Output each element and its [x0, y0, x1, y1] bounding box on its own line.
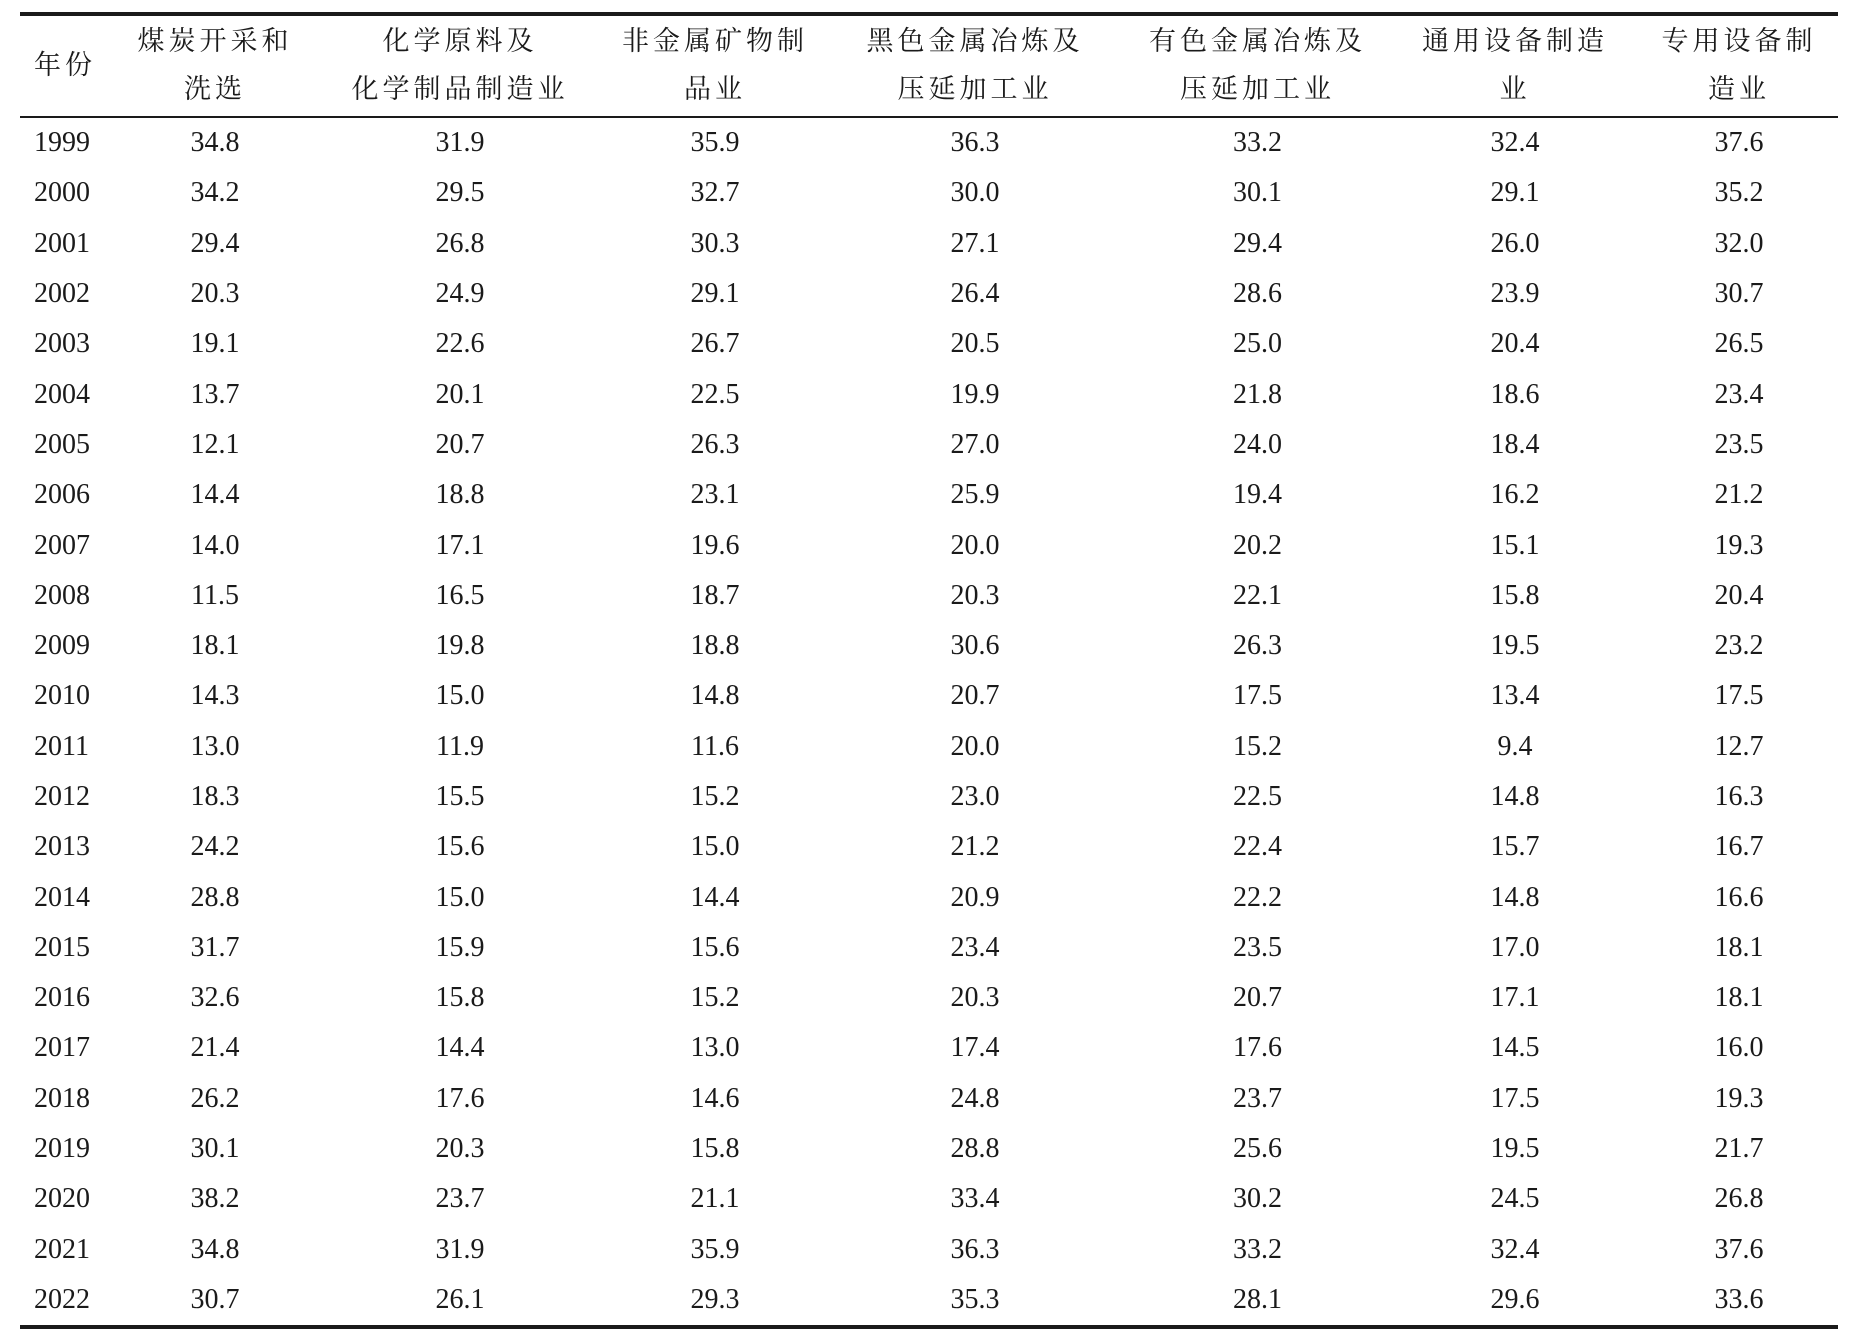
- value-cell: 26.4: [950, 278, 1000, 310]
- value-cell: 29.1: [690, 278, 740, 310]
- value-cell: 12.7: [1714, 730, 1764, 762]
- value-cell: 13.7: [190, 378, 240, 410]
- year-cell: 2014: [34, 881, 90, 913]
- year-cell: 2002: [34, 278, 90, 310]
- value-cell: 16.2: [1490, 479, 1540, 511]
- table-row: [20, 722, 1838, 772]
- value-cell: 20.1: [435, 378, 485, 410]
- year-cell: 2012: [34, 781, 90, 812]
- column-header-line-1: 专用设备制: [1661, 26, 1817, 57]
- column-header-line-2: 压延加工业: [897, 74, 1053, 105]
- value-cell: 15.2: [690, 982, 740, 1014]
- column-header: [115, 14, 315, 117]
- value-cell: 34.8: [190, 1233, 240, 1265]
- value-cell: 19.8: [435, 630, 485, 662]
- value-cell: 36.3: [950, 127, 1000, 159]
- value-cell: 20.7: [1233, 982, 1282, 1014]
- value-cell: 16.6: [1714, 881, 1764, 913]
- value-cell: 19.9: [950, 378, 1000, 410]
- value-cell: 18.3: [190, 781, 240, 812]
- column-header-line-2: 化学制品制造业: [351, 74, 569, 105]
- value-cell: 26.1: [435, 1283, 485, 1315]
- value-cell: 11.5: [191, 579, 239, 611]
- value-cell: 14.5: [1490, 1032, 1540, 1064]
- value-cell: 33.4: [950, 1183, 1000, 1215]
- value-cell: 28.1: [1233, 1283, 1282, 1315]
- table-row: [20, 772, 1838, 822]
- value-cell: 26.8: [1714, 1183, 1764, 1215]
- value-cell: 15.2: [1233, 730, 1282, 762]
- value-cell: 14.4: [190, 479, 240, 511]
- value-cell: 30.7: [1714, 278, 1764, 310]
- table-row: [20, 1225, 1838, 1275]
- table-row: [20, 420, 1838, 470]
- year-cell: 2011: [34, 730, 89, 762]
- value-cell: 32.4: [1490, 1233, 1540, 1265]
- value-cell: 15.0: [435, 680, 485, 712]
- value-cell: 14.8: [1490, 781, 1540, 812]
- value-cell: 17.6: [1233, 1032, 1282, 1064]
- value-cell: 14.8: [690, 680, 740, 712]
- column-header-line-1: 化学原料及: [382, 26, 538, 57]
- table-row: [20, 1275, 1838, 1327]
- value-cell: 38.2: [190, 1183, 240, 1215]
- value-cell: 20.3: [190, 278, 240, 310]
- value-cell: 15.8: [690, 1133, 740, 1165]
- table-row: [20, 671, 1838, 721]
- year-cell: 2010: [34, 680, 90, 712]
- value-cell: 26.0: [1490, 227, 1540, 259]
- value-cell: 15.5: [435, 781, 485, 812]
- value-cell: 17.6: [435, 1082, 485, 1114]
- table-row: [20, 1074, 1838, 1124]
- column-header-line-1: 年份: [34, 50, 96, 81]
- year-cell: 2004: [34, 378, 90, 410]
- value-cell: 37.6: [1714, 127, 1764, 159]
- value-cell: 32.6: [190, 982, 240, 1014]
- value-cell: 19.3: [1714, 1082, 1764, 1114]
- value-cell: 22.6: [435, 328, 485, 360]
- value-cell: 34.2: [190, 177, 240, 209]
- column-header-line-1: 煤炭开采和: [137, 26, 293, 57]
- value-cell: 24.2: [190, 831, 240, 863]
- value-cell: 19.5: [1490, 1133, 1540, 1165]
- value-cell: 14.4: [435, 1032, 485, 1064]
- value-cell: 27.1: [950, 227, 1000, 259]
- value-cell: 14.4: [690, 881, 740, 913]
- year-cell: 2009: [34, 630, 90, 662]
- value-cell: 26.8: [435, 227, 485, 259]
- value-cell: 15.6: [690, 931, 740, 963]
- year-cell: 2000: [34, 177, 90, 209]
- value-cell: 23.0: [950, 781, 1000, 812]
- column-header-line-2: 压延加工业: [1180, 74, 1335, 105]
- column-header-line-1: 有色金属冶炼及: [1149, 26, 1366, 57]
- value-cell: 32.0: [1714, 227, 1764, 259]
- year-cell: 2001: [34, 227, 90, 259]
- value-cell: 24.0: [1233, 428, 1282, 460]
- value-cell: 23.5: [1714, 428, 1764, 460]
- column-header-line-1: 非金属矿物制: [622, 26, 808, 57]
- value-cell: 14.6: [690, 1082, 740, 1114]
- value-cell: 18.1: [190, 630, 240, 662]
- value-cell: 20.0: [950, 730, 1000, 762]
- value-cell: 35.2: [1714, 177, 1764, 209]
- value-cell: 11.6: [691, 730, 739, 762]
- value-cell: 15.6: [435, 831, 485, 863]
- value-cell: 35.9: [690, 127, 740, 159]
- value-cell: 23.4: [950, 931, 1000, 963]
- value-cell: 17.5: [1233, 680, 1282, 712]
- value-cell: 18.1: [1714, 982, 1764, 1014]
- value-cell: 20.7: [950, 680, 1000, 712]
- value-cell: 16.3: [1714, 781, 1764, 812]
- value-cell: 29.3: [690, 1283, 740, 1315]
- value-cell: 17.5: [1714, 680, 1764, 712]
- value-cell: 29.6: [1490, 1283, 1540, 1315]
- year-cell: 2005: [34, 428, 90, 460]
- year-cell: 2022: [34, 1283, 90, 1315]
- value-cell: 30.1: [1233, 177, 1282, 209]
- value-cell: 15.8: [435, 982, 485, 1014]
- value-cell: 35.9: [690, 1233, 740, 1265]
- year-cell: 2003: [34, 328, 90, 360]
- value-cell: 26.2: [190, 1082, 240, 1114]
- value-cell: 21.1: [690, 1183, 740, 1215]
- value-cell: 18.8: [690, 630, 740, 662]
- value-cell: 21.2: [1714, 479, 1764, 511]
- value-cell: 30.0: [950, 177, 1000, 209]
- value-cell: 22.2: [1233, 881, 1282, 913]
- value-cell: 18.6: [1490, 378, 1540, 410]
- column-header-line-1: 黑色金属冶炼及: [866, 26, 1084, 57]
- value-cell: 24.8: [950, 1082, 1000, 1114]
- column-header: [1390, 14, 1640, 117]
- column-header: [1640, 14, 1838, 117]
- value-cell: 30.6: [950, 630, 1000, 662]
- value-cell: 26.7: [690, 328, 740, 360]
- table-row: [20, 923, 1838, 973]
- value-cell: 20.0: [950, 529, 1000, 561]
- value-cell: 25.0: [1233, 328, 1282, 360]
- value-cell: 20.3: [950, 982, 1000, 1014]
- column-header-line-2: 业: [1499, 74, 1531, 105]
- value-cell: 14.0: [190, 529, 240, 561]
- value-cell: 20.5: [950, 328, 1000, 360]
- value-cell: 20.9: [950, 881, 1000, 913]
- value-cell: 31.9: [435, 127, 485, 159]
- value-cell: 30.7: [190, 1283, 240, 1315]
- value-cell: 23.7: [435, 1183, 485, 1215]
- table-row: [20, 369, 1838, 419]
- table-row: [20, 1023, 1838, 1073]
- table-body: [20, 117, 1838, 1327]
- value-cell: 12.1: [190, 428, 240, 460]
- column-header-line-2: 品业: [684, 74, 746, 105]
- value-cell: 36.3: [950, 1233, 1000, 1265]
- column-header: [20, 14, 115, 117]
- year-cell: 2007: [34, 529, 90, 561]
- table-row: [20, 822, 1838, 872]
- column-header: [1125, 14, 1390, 117]
- value-cell: 11.9: [436, 730, 484, 762]
- column-header: [315, 14, 605, 117]
- value-cell: 25.6: [1233, 1133, 1282, 1165]
- table-row: [20, 973, 1838, 1023]
- table-row: [20, 621, 1838, 671]
- column-header: [605, 14, 825, 117]
- year-cell: 2013: [34, 831, 90, 863]
- value-cell: 18.1: [1714, 931, 1764, 963]
- value-cell: 34.8: [190, 127, 240, 159]
- table-row: [20, 319, 1838, 369]
- table-row: [20, 520, 1838, 570]
- value-cell: 20.4: [1490, 328, 1540, 360]
- value-cell: 29.5: [435, 177, 485, 209]
- value-cell: 19.4: [1233, 479, 1282, 511]
- value-cell: 13.4: [1490, 680, 1540, 712]
- table-row: [20, 470, 1838, 520]
- value-cell: 21.7: [1714, 1133, 1764, 1165]
- year-cell: 2017: [34, 1032, 90, 1064]
- value-cell: 22.5: [690, 378, 740, 410]
- value-cell: 29.4: [190, 227, 240, 259]
- value-cell: 15.9: [435, 931, 485, 963]
- value-cell: 23.5: [1233, 931, 1282, 963]
- value-cell: 37.6: [1714, 1233, 1764, 1265]
- value-cell: 18.8: [435, 479, 485, 511]
- value-cell: 15.7: [1490, 831, 1540, 863]
- data-table-container: [20, 12, 1838, 1329]
- value-cell: 27.0: [950, 428, 1000, 460]
- value-cell: 20.3: [950, 579, 1000, 611]
- value-cell: 24.5: [1490, 1183, 1540, 1215]
- value-cell: 31.9: [435, 1233, 485, 1265]
- table-row: [20, 1174, 1838, 1224]
- value-cell: 23.7: [1233, 1082, 1282, 1114]
- value-cell: 15.2: [690, 781, 740, 812]
- value-cell: 33.2: [1233, 127, 1282, 159]
- value-cell: 19.5: [1490, 630, 1540, 662]
- column-header: [825, 14, 1125, 117]
- value-cell: 18.4: [1490, 428, 1540, 460]
- value-cell: 19.1: [190, 328, 240, 360]
- value-cell: 23.9: [1490, 278, 1540, 310]
- value-cell: 29.1: [1490, 177, 1540, 209]
- column-header-line-1: 通用设备制造: [1422, 26, 1608, 57]
- year-cell: 1999: [34, 127, 90, 159]
- value-cell: 16.5: [435, 579, 485, 611]
- value-cell: 17.1: [435, 529, 485, 561]
- value-cell: 30.2: [1233, 1183, 1282, 1215]
- table-row: [20, 168, 1838, 218]
- value-cell: 21.2: [950, 831, 1000, 863]
- value-cell: 14.3: [190, 680, 240, 712]
- value-cell: 23.1: [690, 479, 740, 511]
- table-row: [20, 872, 1838, 922]
- value-cell: 22.4: [1233, 831, 1282, 863]
- year-cell: 2020: [34, 1183, 90, 1215]
- value-cell: 15.0: [435, 881, 485, 913]
- value-cell: 28.8: [950, 1133, 1000, 1165]
- value-cell: 23.4: [1714, 378, 1764, 410]
- value-cell: 35.3: [950, 1283, 1000, 1315]
- value-cell: 33.2: [1233, 1233, 1282, 1265]
- value-cell: 16.7: [1714, 831, 1764, 863]
- value-cell: 15.8: [1490, 579, 1540, 611]
- value-cell: 30.3: [690, 227, 740, 259]
- value-cell: 19.3: [1714, 529, 1764, 561]
- column-header-line-2: 造业: [1708, 74, 1770, 105]
- value-cell: 15.0: [690, 831, 740, 863]
- value-cell: 14.8: [1490, 881, 1540, 913]
- value-cell: 29.4: [1233, 227, 1282, 259]
- value-cell: 26.3: [1233, 630, 1282, 662]
- year-cell: 2018: [34, 1082, 90, 1114]
- value-cell: 31.7: [190, 931, 240, 963]
- value-cell: 24.9: [435, 278, 485, 310]
- value-cell: 13.0: [690, 1032, 740, 1064]
- year-cell: 2015: [34, 931, 90, 963]
- value-cell: 22.5: [1233, 781, 1282, 812]
- year-cell: 2008: [34, 579, 90, 611]
- value-cell: 20.3: [435, 1133, 485, 1165]
- value-cell: 20.4: [1714, 579, 1764, 611]
- value-cell: 19.6: [690, 529, 740, 561]
- value-cell: 33.6: [1714, 1283, 1764, 1315]
- value-cell: 28.8: [190, 881, 240, 913]
- value-cell: 17.5: [1490, 1082, 1540, 1114]
- value-cell: 18.7: [690, 579, 740, 611]
- value-cell: 17.1: [1490, 982, 1540, 1014]
- year-cell: 2021: [34, 1233, 90, 1265]
- value-cell: 32.4: [1490, 127, 1540, 159]
- year-cell: 2016: [34, 982, 90, 1014]
- table-row: [20, 117, 1838, 168]
- table-row: [20, 571, 1838, 621]
- value-cell: 30.1: [190, 1133, 240, 1165]
- value-cell: 25.9: [950, 479, 1000, 511]
- value-cell: 20.2: [1233, 529, 1282, 561]
- header-row: [20, 14, 1838, 117]
- value-cell: 26.5: [1714, 328, 1764, 360]
- year-cell: 2019: [34, 1133, 90, 1165]
- value-cell: 17.0: [1490, 931, 1540, 963]
- value-cell: 28.6: [1233, 278, 1282, 310]
- value-cell: 32.7: [690, 177, 740, 209]
- value-cell: 17.4: [950, 1032, 1000, 1064]
- value-cell: 9.4: [1497, 730, 1533, 762]
- table-row: [20, 219, 1838, 269]
- value-cell: 16.0: [1714, 1032, 1764, 1064]
- column-header-line-2: 洗选: [184, 74, 246, 105]
- year-cell: 2006: [34, 479, 90, 511]
- table-row: [20, 1124, 1838, 1174]
- value-cell: 26.3: [690, 428, 740, 460]
- data-table: [20, 12, 1838, 1329]
- value-cell: 20.7: [435, 428, 485, 460]
- table-header: [20, 14, 1838, 117]
- value-cell: 13.0: [190, 730, 240, 762]
- value-cell: 22.1: [1233, 579, 1282, 611]
- value-cell: 23.2: [1714, 630, 1764, 662]
- value-cell: 15.1: [1490, 529, 1540, 561]
- table-row: [20, 269, 1838, 319]
- value-cell: 21.8: [1233, 378, 1282, 410]
- value-cell: 21.4: [190, 1032, 240, 1064]
